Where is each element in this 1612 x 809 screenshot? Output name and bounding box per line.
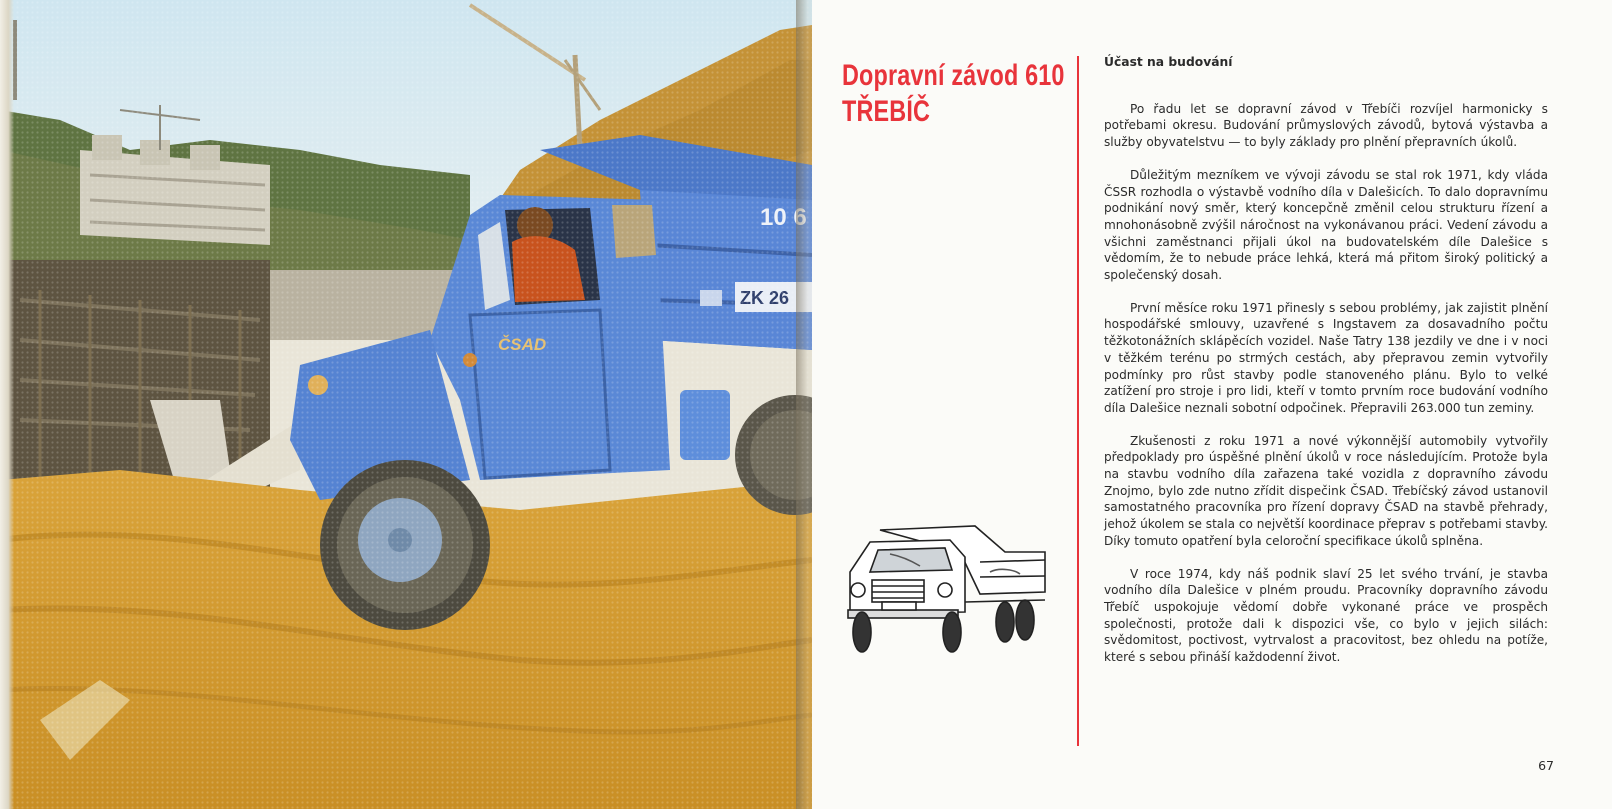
paragraph: První měsíce roku 1971 přinesly s sebou problémy, jak zajistit plnění hospodářské smlouvy, uzavřené s Ingstavem za dosavadního počtu těžkotonážních sklápěcích vozidel. Naše Tatry 138 jezdily ve dne i v noci v těžkém terénu po strmých cestách, aby přepravou zemin vytvořily podmínky pro růst stavby podle stanoveného plánu. Bylo to velké zatížení pro stroje i pro lidi, kteří v tomto prvním roce budování vodního díla Dalešice neznali sobotní odpočinek. Přepravili 263.000 tun zeminy. [1104,300,1548,415]
heading-line-1: Dopravní závod 610 [842,59,1065,92]
paragraph: Po řadu let se dopravní závod v Třebíči rozvíjel harmonicky s potřebami okresu. Budování průmyslových závodů, bytová výstavba a služby obyvatelstvu — to byly základy pro plnění přepravních úkolů. [1104,101,1548,150]
section-title: Účast na budování [1104,55,1233,69]
red-vertical-rule [1077,56,1079,746]
chapter-heading [842,58,1065,130]
tatra-truck-illustration [840,522,1050,662]
heading-line-2: TŘEBÍČ [842,95,931,128]
paragraph: Důležitým mezníkem ve vývoji závodu se stal rok 1971, kdy vláda ČSSR rozhodla o výstavbě vodního díla v Dalešicích. To dalo dopravnímu podnikání nový směr, který koncepčně změnil celou strukturu řízení a mnohonásobně zvýšil náročnost na vykonávanou práci. Vedení závodu a všichni zaměstnanci přijali úkol na budovatelském díle Dalešice s vědomím, že to nebude práce lehká, která má přitom široký politický a společenský dosah. [1104,167,1548,283]
page-edge [0,0,14,809]
text-page [812,0,1612,809]
paragraph: Zkušenosti z roku 1971 a nové výkonnější automobily vytvořily předpoklady pro úspěšné plnění úkolů v roce následujícím. Protože byla na stavbu vodního díla zařazena také vozidla z dopravního závodu Znojmo, bylo zde nutno zřídit dispečink ČSAD. Třebíčský závod ustanovil samostatného pracovníka pro řízení dopravy ČSAD na stavbě přehrady, jehož úkolem se stala co největší koordinace přeprav s potřebami stavby. Díky tomuto opatření byla celoroční specifikace úkolů splněna. [1104,433,1548,548]
paragraph: V roce 1974, kdy náš podnik slaví 25 let svého trvání, je stavba vodního díla Dalešice v plném proudu. Pracovníky dopravního závodu Třebíč uspokojuje vědomí dobře vykonané práce ve prospěch společnosti, protože dali k dispozici vše, co bylo v jejich silách: svědomitost, poctivost, vytrvalost a pracovitost, bez ohledu na potíže, které s sebou přináší každodenní život. [1104,566,1548,665]
article-body [1104,54,1548,682]
page-number: 67 [1538,758,1554,773]
